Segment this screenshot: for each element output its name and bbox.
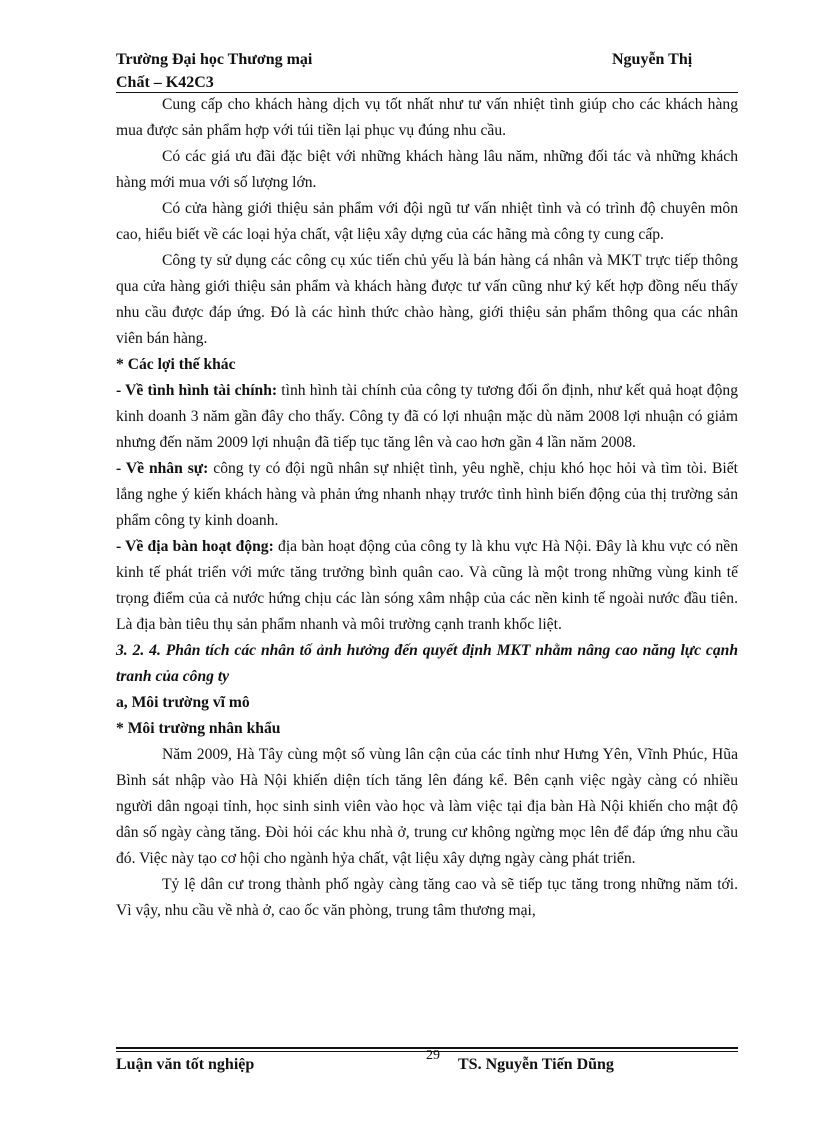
section-heading: * Các lợi thế khác bbox=[116, 356, 236, 373]
paragraph-hr bbox=[116, 456, 738, 534]
header-name-line2: Chất – K42C3 bbox=[116, 74, 214, 91]
header-school: Trường Đại học Thương mại bbox=[116, 51, 313, 68]
header-author: Nguyễn Thị bbox=[612, 51, 693, 68]
area-text: địa bàn hoạt động của công ty là khu vực Hà Nội. Đây là khu vực có nền kinh tế phát triển với mức tăng trưởng bình quân cao. Và cũng là một trong những vùng kinh tế trọng điểm của cả nước hứng chịu các làn sóng xâm nhập của các nền kinh tế ngoài nước đầu tiên. Là địa bàn tiêu thụ sản phẩm nhanh và môi trường cạnh tranh khốc liệt. bbox=[116, 538, 738, 633]
document-body bbox=[116, 92, 738, 924]
subsection-heading: * Môi trường nhân khẩu bbox=[116, 720, 281, 737]
paragraph: Có các giá ưu đãi đặc biệt với những khách hàng lâu năm, những đối tác và những khách hàng mới mua với số lượng lớn. bbox=[116, 148, 738, 191]
paragraph-area bbox=[116, 534, 738, 638]
finance-label: - Về tình hình tài chính: bbox=[116, 382, 278, 399]
hr-text: công ty có đội ngũ nhân sự nhiệt tình, yêu nghề, chịu khó học hỏi và tìm tòi. Biết lắng nghe ý kiến khách hàng và phản ứng nhanh nhạy trước tình hình biến động của thị trường sản phẩm công ty kinh doanh. bbox=[116, 460, 738, 529]
hr-label: - Về nhân sự: bbox=[116, 460, 209, 477]
paragraph: Cung cấp cho khách hàng dịch vụ tốt nhất như tư vấn nhiệt tình giúp cho các khách hàng mua được sản phẩm hợp với túi tiền lại phục vụ đúng nhu cầu. bbox=[116, 96, 738, 139]
footer-advisor: TS. Nguyễn Tiến Dũng bbox=[458, 1056, 614, 1073]
paragraph: Có cửa hàng giới thiệu sản phẩm với đội ngũ tư vấn nhiệt tình và có trình độ chuyên môn cao, hiểu biết về các loại hỷa chất, vật liệu xây dựng của các hãng mà công ty cung cấp. bbox=[116, 200, 738, 243]
section-heading-324: 3. 2. 4. Phân tích các nhân tố ảnh hưởng đến quyết định MKT nhằm nâng cao năng lực cạnh tranh của công ty bbox=[116, 642, 738, 685]
paragraph: Công ty sử dụng các công cụ xúc tiến chủ yếu là bán hàng cá nhân và MKT trực tiếp thông qua cửa hàng giới thiệu sản phẩm và khách hàng được tư vấn cũng như ký kết hợp đồng nếu thấy nhu cầu được đáp ứng. Đó là các hình thức chào hàng, giới thiệu sản phẩm thông qua các nhân viên bán hàng. bbox=[116, 252, 738, 347]
paragraph-finance bbox=[116, 378, 738, 456]
footer-title: Luận văn tốt nghiệp bbox=[116, 1056, 255, 1073]
paragraph: Tỷ lệ dân cư trong thành phố ngày càng tăng cao và sẽ tiếp tục tăng trong những năm tới. Vì vậy, nhu cầu về nhà ở, cao ốc văn phòng, trung tâm thương mại, bbox=[116, 876, 738, 919]
header-left bbox=[116, 48, 312, 94]
area-label: - Về địa bàn hoạt động: bbox=[116, 538, 274, 555]
paragraph: Năm 2009, Hà Tây cùng một số vùng lân cận của các tỉnh như Hưng Yên, Vĩnh Phúc, Hũa Bình sát nhập vào Hà Nội khiến diện tích tăng lên đáng kể. Bên cạnh việc ngày càng có nhiều người dân ngoại tỉnh, học sinh sinh viên vào học và làm việc tại địa bàn Hà Nội khiến cho mật độ dân số ngày càng tăng. Đòi hỏi các khu nhà ở, trung cư không ngừng mọc lên để đáp ứng nhu cầu đó. Việc này tạo cơ hội cho ngành hỷa chất, vật liệu xây dựng ngày càng phát triển. bbox=[116, 746, 738, 867]
page-number: 29 bbox=[426, 1048, 440, 1063]
finance-text: tình hình tài chính của công ty tương đối ổn định, như kết quả hoạt động kinh doanh 3 năm gần đây cho thấy. Công ty đã có lợi nhuận mặc dù năm 2008 lợi nhuận có giảm nhưng đến năm 2009 lợi nhuận đã tiếp tục tăng lên và cao hơn gần 4 lần năm 2008. bbox=[116, 382, 738, 451]
subsection-heading: a, Môi trường vĩ mô bbox=[116, 694, 250, 711]
